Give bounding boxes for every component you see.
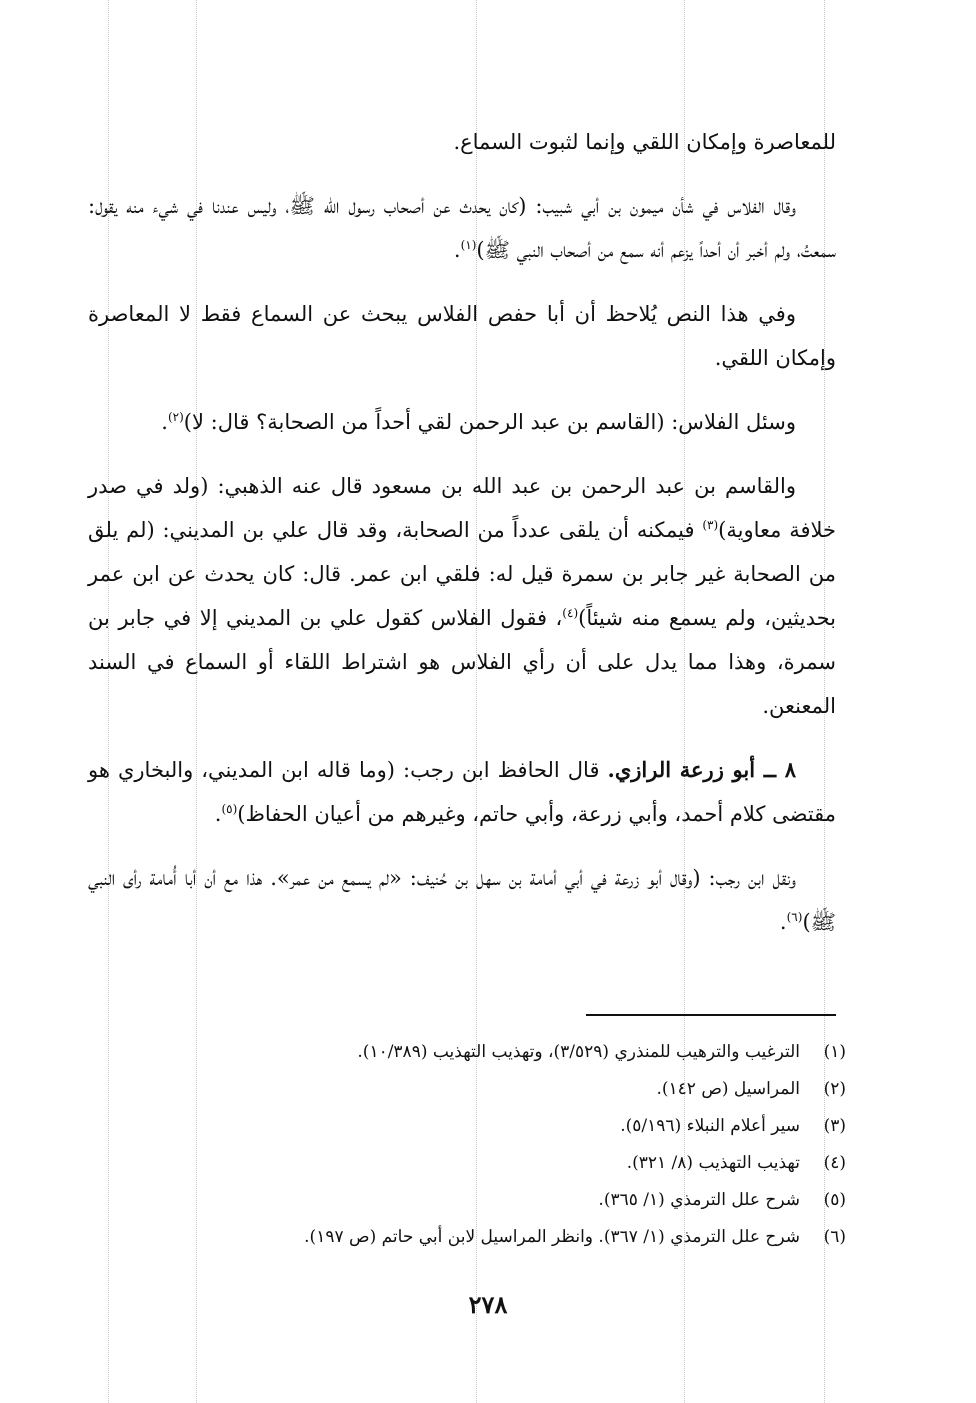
main-text [88,120,836,964]
footnotes [88,1034,846,1256]
paragraph-text: قال الحافظ ابن رجب: (وما قاله ابن المديني، والبخاري هو مقتضى كلام أحمد، وأبي زرعة، وأبي حاتم، وغيرهم من أعيان الحفاظ) [88,758,836,826]
footnote-ref[interactable]: (٣) [702,518,719,532]
footnote-item [88,1145,846,1182]
paragraph [88,184,836,272]
paragraph-text: . [214,802,222,826]
paragraph-text: فيمكنه أن يلقى عدداً من الصحابة، وقد قال علي بن المديني: (لم يلق من الصحابة غير جابر بن سمرة قيل له: فلقي ابن عمر. قال: كان يحدث عن ابن عمر بحديثين، ولم يسمع منه شيئاً) [88,518,836,630]
footnote-number: (٣) [823,1116,846,1136]
paragraph-text: ، فقول الفلاس كقول علي بن المديني إلا في جابر بن سمرة، وهذا مما يدل على أن رأي الفلاس هو اشتراط اللقاء أو السماع في السند المعنعن. [88,606,836,718]
section-heading: ٨ ــ أبو زرعة الرازي. [607,757,796,782]
paragraph-text: للمعاصرة وإمكان اللقي وإنما لثبوت السماع. [453,130,836,154]
paragraph [88,464,836,728]
footnote-item [88,1182,846,1219]
paragraph [88,400,836,444]
paragraph-text: والقاسم بن عبد الرحمن بن عبد الله بن مسعود قال عنه الذهبي: (ولد في صدر خلافة معاوية) [88,474,836,542]
paragraph-text: وقال الفلاس في شأن ميمون بن أبي شبيب: (كان يحدث عن أصحاب رسول الله ﷺ، وليس عندنا في شيء منه يقول: سمعتُ، ولم أخبر أن أحداً يزعم أنه سمع من أصحاب النبي ﷺ) [88,194,836,262]
page-number: ٢٧٨ [468,1290,508,1319]
footnote-number: (٥) [823,1190,846,1210]
footnote-number: (٦) [823,1227,846,1247]
paragraph-text: وفي هذا النص يُلاحظ أن أبا حفص الفلاس يبحث عن السماع فقط لا المعاصرة وإمكان اللقي. [88,302,836,370]
footnote-text: تهذيب التهذيب (٨/ ٣٢١). [626,1153,800,1173]
footnote-text: الترغيب والترهيب للمنذري (٣/٥٢٩)، وتهذيب التهذيب (١٠/٣٨٩). [357,1042,800,1062]
footnote-text: شرح علل الترمذي (١/ ٣٦٥). [598,1190,800,1210]
footnote-item [88,1108,846,1145]
paragraph [88,748,836,836]
paragraph-text: . [161,410,168,434]
footnote-number: (٤) [823,1153,846,1173]
paragraph [88,292,836,380]
footnote-ref[interactable]: (٤) [562,606,579,620]
footnote-item [88,1071,846,1108]
footnote-divider [586,1014,836,1016]
paragraph-text: . [779,910,787,934]
footnote-number: (١) [823,1042,846,1062]
footnote-ref[interactable]: (٦) [786,910,803,924]
footnote-text: المراسيل (ص ١٤٢). [656,1079,800,1099]
footnote-item [88,1034,846,1071]
footnote-text: شرح علل الترمذي (١/ ٣٦٧). وانظر المراسيل لابن أبي حاتم (ص ١٩٧). [304,1227,800,1247]
footnote-number: (٢) [823,1079,846,1099]
footnote-ref[interactable]: (٥) [221,802,238,816]
paragraph-text: وسئل الفلاس: (القاسم بن عبد الرحمن لقي أحداً من الصحابة؟ قال: لا) [183,410,796,434]
footnote-ref[interactable]: (٢) [167,410,184,424]
paragraph [88,856,836,944]
paragraph [88,120,836,164]
footnote-item [88,1219,846,1256]
paragraph-text: ونقل ابن رجب: (وقال أبو زرعة في أبي أمامة بن سهل بن حُنيف: «لم يسمع من عمر». هذا مع أن أبا أُمامة رأى النبي ﷺ) [88,866,836,934]
footnote-text: سير أعلام النبلاء (٥/١٩٦). [620,1116,800,1136]
footnote-ref[interactable]: (١) [460,238,477,252]
paragraph-text: . [453,238,461,262]
